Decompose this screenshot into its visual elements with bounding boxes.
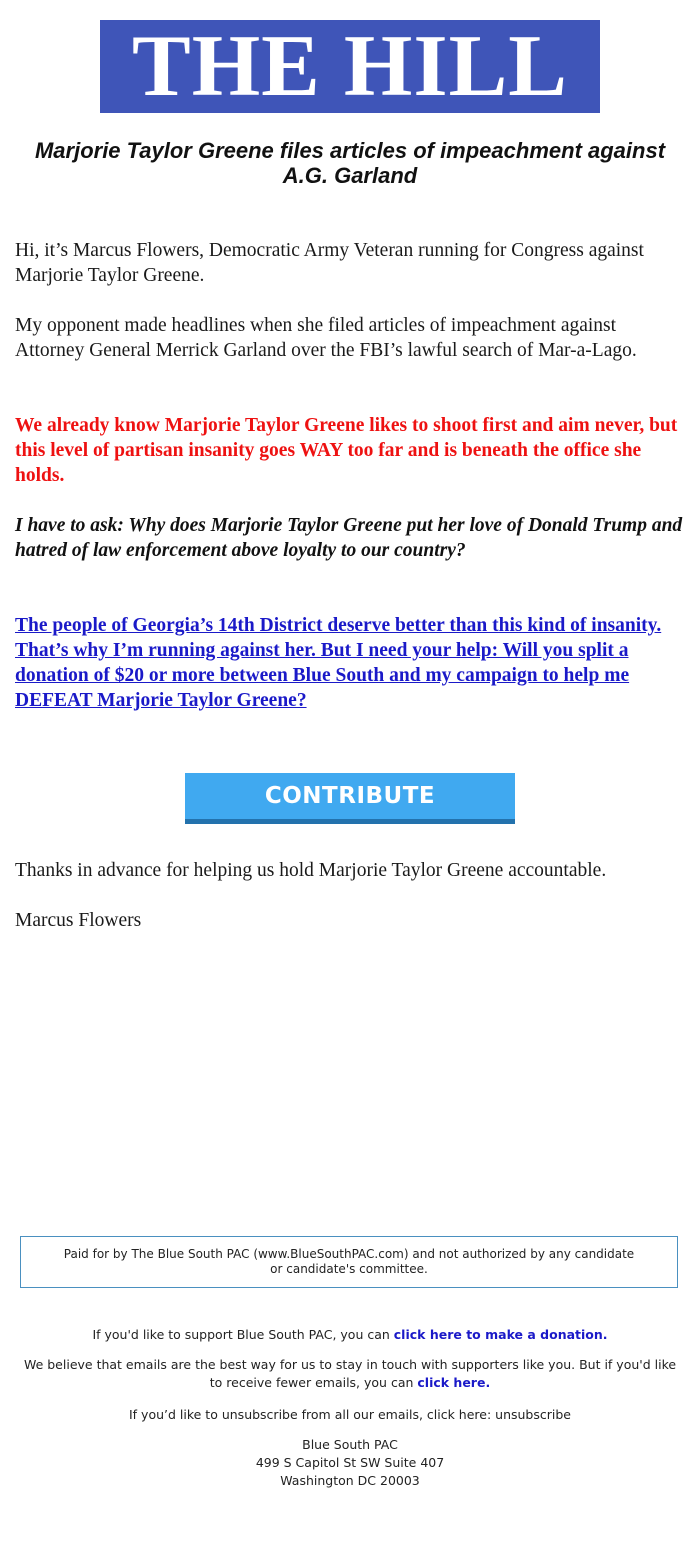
support-text: If you'd like to support Blue South PAC, you can <box>92 1327 394 1342</box>
email-headline: Marjorie Taylor Greene files articles of impeachment against A.G. Garland <box>34 138 666 188</box>
disclaimer-text: Paid for by The Blue South PAC (www.BlueSouthPAC.com) and not authorized by any candidate or candidate's committee. <box>63 1247 635 1276</box>
question-paragraph: I have to ask: Why does Marjorie Taylor Greene put her love of Donald Trump and hatred of law enforcement above loyalty to our country? <box>15 515 683 561</box>
address-street: 499 S Capitol St SW Suite 407 <box>255 1455 445 1470</box>
mailing-address <box>20 1436 680 1490</box>
intro-paragraph: Hi, it’s Marcus Flowers, Democratic Army Veteran running for Congress against Marjorie Taylor Greene. <box>15 240 644 286</box>
masthead-logo <box>100 17 600 115</box>
address-org: Blue South PAC <box>302 1437 398 1452</box>
fewer-emails-line <box>20 1356 680 1392</box>
unsubscribe-line <box>20 1406 680 1424</box>
unsubscribe-link[interactable]: unsubscribe <box>495 1407 571 1422</box>
support-line <box>20 1326 680 1344</box>
paid-for-disclaimer <box>20 1236 678 1288</box>
opponent-paragraph: My opponent made headlines when she filed articles of impeachment against Attorney General Merrick Garland over the FBI’s lawful search of Mar-a-Lago. <box>15 315 637 361</box>
logo-text: THE HILL <box>132 17 568 115</box>
unsubscribe-text: If you’d like to unsubscribe from all our emails, click here: <box>129 1407 496 1422</box>
contribute-button-label: CONTRIBUTE <box>264 783 436 809</box>
signature: Marcus Flowers <box>15 910 142 931</box>
donation-link[interactable]: The people of Georgia’s 14th District deserve better than this kind of insanity. That’s why I’m running against her. But I need your help: Will you split a donation of $20 or more between Blue South and my campaign to help me DEFEAT Marjorie Taylor Greene? <box>15 615 662 711</box>
red-statement-paragraph: We already know Marjorie Taylor Greene likes to shoot first and aim never, but this level of partisan insanity goes WAY too far and is beneath the office she holds. <box>15 415 678 486</box>
thanks-paragraph: Thanks in advance for helping us hold Marjorie Taylor Greene accountable. <box>15 860 607 881</box>
address-city: Washington DC 20003 <box>280 1473 420 1488</box>
contribute-button[interactable] <box>185 773 515 824</box>
donation-footer-link[interactable]: click here to make a donation. <box>393 1327 608 1342</box>
fewer-emails-text: We believe that emails are the best way for us to stay in touch with supporters like you. But if you'd like to receive fewer emails, you can <box>23 1357 677 1390</box>
fewer-emails-link[interactable]: click here. <box>417 1375 491 1390</box>
